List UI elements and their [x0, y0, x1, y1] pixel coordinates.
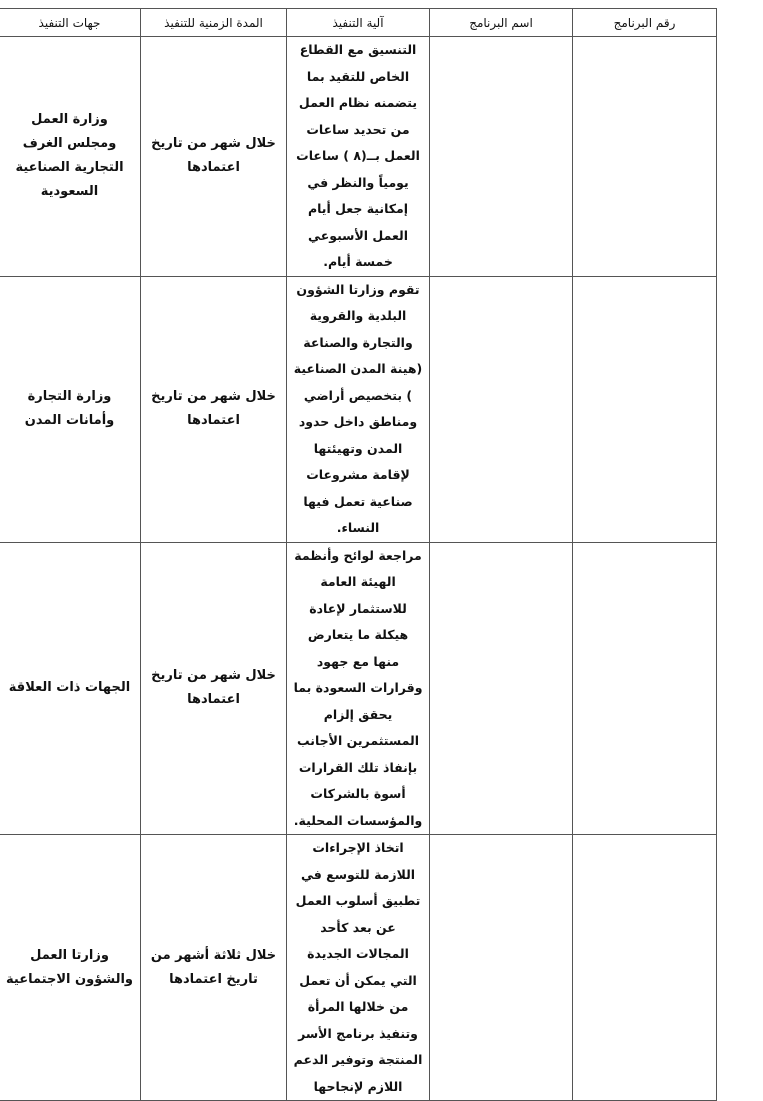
cell-duration: خلال شهر من تاريخ اعتمادها [141, 37, 287, 277]
table-row [0, 542, 717, 835]
header-program-number: رقم البرنامج [573, 9, 717, 37]
cell-entities: وزارة التجارة وأمانات المدن [0, 276, 141, 542]
cell-mechanism: اتخاذ الإجراءات اللازمة للتوسع في تطبيق أسلوب العمل عن بعد كأحد المجالات الجديدة التي يمكن أن تعمل من خلالها المرأة وتنفيذ برنامج الأسر المنتجة وتوفير الدعم اللازم لإنجاحها [287, 835, 430, 1101]
table-row [0, 835, 717, 1101]
cell-program-number [573, 37, 717, 277]
cell-mechanism: مراجعة لوائح وأنظمة الهيئة العامة للاستثمار لإعادة هيكلة ما يتعارض منها مع جهود وقرارات السعودة بما يحقق إلزام المستثمرين الأجانب بإنفاذ تلك القرارات أسوة بالشركات والمؤسسات المحلية. [287, 542, 430, 835]
cell-program-name [430, 835, 573, 1101]
header-entities: جهات التنفيذ [0, 9, 141, 37]
cell-program-number [573, 276, 717, 542]
cell-entities: الجهات ذات العلاقة [0, 542, 141, 835]
header-duration: المدة الزمنية للتنفيذ [141, 9, 287, 37]
cell-entities: وزارة العمل ومجلس الغرف التجارية الصناعية السعودية [0, 37, 141, 277]
table-row [0, 37, 717, 277]
header-program-name: اسم البرنامج [430, 9, 573, 37]
programs-table [0, 8, 717, 1101]
cell-duration: خلال شهر من تاريخ اعتمادها [141, 542, 287, 835]
cell-duration: خلال ثلاثة أشهر من تاريخ اعتمادها [141, 835, 287, 1101]
cell-program-number [573, 542, 717, 835]
table-row [0, 276, 717, 542]
cell-program-number [573, 835, 717, 1101]
table-header-row [0, 9, 717, 37]
cell-entities: وزارتا العمل والشؤون الاجتماعية [0, 835, 141, 1101]
cell-duration: خلال شهر من تاريخ اعتمادها [141, 276, 287, 542]
cell-mechanism: تقوم وزارتا الشؤون البلدية والقروية والتجارة والصناعة (هينة المدن الصناعية ) بتخصيص أراضي ومناطق داخل حدود المدن وتهيئتها لإقامة مشروعات صناعية تعمل فيها النساء. [287, 276, 430, 542]
cell-program-name [430, 276, 573, 542]
cell-program-name [430, 542, 573, 835]
cell-mechanism: التنسيق مع القطاع الخاص للتقيد بما يتضمنه نظام العمل من تحديد ساعات العمل بــ(٨ ) ساعات يومياً والنظر في إمكانية جعل أيام العمل الأسبوعي خمسة أيام. [287, 37, 430, 277]
header-mechanism: آلية التنفيذ [287, 9, 430, 37]
cell-program-name [430, 37, 573, 277]
